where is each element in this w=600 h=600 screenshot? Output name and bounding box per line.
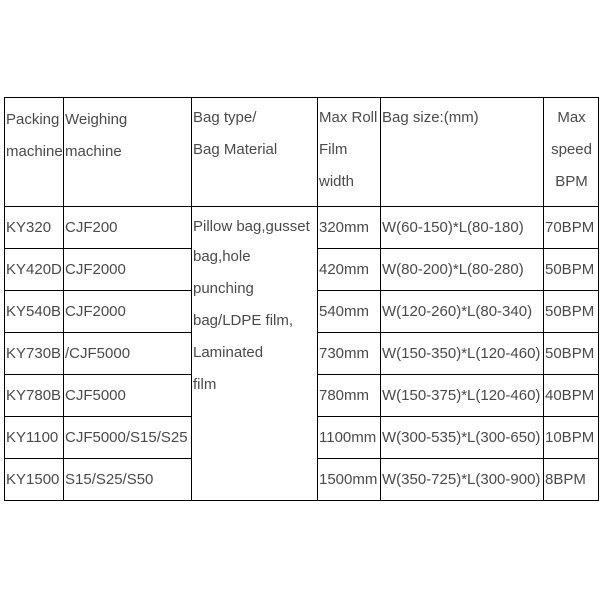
cell-max-speed: 8BPM (544, 459, 599, 501)
header-line: machine (6, 143, 63, 160)
header-max-speed (544, 98, 599, 207)
bag-material-line: punching (193, 280, 254, 297)
cell-weighing-machine: CJF2000 (64, 249, 192, 291)
cell-film-width: 730mm (318, 333, 381, 375)
cell-bag-size: W(60-150)*L(80-180) (381, 207, 544, 249)
cell-max-speed: 40BPM (544, 375, 599, 417)
header-line: Film (319, 141, 348, 158)
header-line: Max Roll (319, 109, 378, 126)
header-line: Bag Material (193, 141, 278, 158)
cell-packing-machine: KY540B (5, 291, 64, 333)
cell-max-speed: 70BPM (544, 207, 599, 249)
cell-film-width: 320mm (318, 207, 381, 249)
header-packing-machine (5, 98, 64, 207)
header-max-roll-film-width (318, 98, 381, 207)
cell-packing-machine: KY420D (5, 249, 64, 291)
cell-packing-machine: KY730B (5, 333, 64, 375)
bag-material-line: bag,hole (193, 248, 251, 265)
cell-packing-machine: KY320 (5, 207, 64, 249)
header-bag-size (381, 98, 544, 207)
packing-machine-spec-table (4, 97, 599, 501)
cell-film-width: 780mm (318, 375, 381, 417)
cell-weighing-machine: /CJF5000 (64, 333, 192, 375)
cell-max-speed: 50BPM (544, 333, 599, 375)
table-row (5, 207, 599, 249)
header-weighing-machine (64, 98, 192, 207)
cell-bag-size: W(150-375)*L(120-460) (381, 375, 544, 417)
header-line: machine (65, 143, 122, 160)
cell-max-speed: 50BPM (544, 249, 599, 291)
cell-max-speed: 50BPM (544, 291, 599, 333)
bag-material-line: film (193, 376, 217, 393)
cell-film-width: 1100mm (318, 417, 381, 459)
header-line: speed (551, 141, 592, 158)
cell-bag-size: W(350-725)*L(300-900) (381, 459, 544, 501)
bag-material-line: bag/LDPE film, (193, 312, 294, 329)
cell-weighing-machine: CJF5000/S15/S25 (64, 417, 192, 459)
cell-weighing-machine: CJF2000 (64, 291, 192, 333)
bag-material-line: Pillow bag,gusset (193, 218, 310, 235)
cell-packing-machine: KY1500 (5, 459, 64, 501)
header-line: Max (557, 109, 586, 126)
header-line: width (319, 173, 355, 190)
table-header-row (5, 98, 599, 207)
header-line: BPM (555, 173, 588, 190)
cell-weighing-machine: CJF200 (64, 207, 192, 249)
cell-packing-machine: KY1100 (5, 417, 64, 459)
cell-weighing-machine: CJF5000 (64, 375, 192, 417)
cell-bag-size: W(150-350)*L(120-460) (381, 333, 544, 375)
bag-material-line: Laminated (193, 344, 264, 361)
cell-bag-material (192, 207, 318, 501)
cell-packing-machine: KY780B (5, 375, 64, 417)
header-bag-type (192, 98, 318, 207)
header-line: Bag size:(mm) (382, 109, 479, 126)
header-line: Weighing (65, 111, 128, 128)
header-line: Bag type/ (193, 109, 257, 126)
cell-max-speed: 10BPM (544, 417, 599, 459)
cell-weighing-machine: S15/S25/S50 (64, 459, 192, 501)
cell-bag-size: W(120-260)*L(80-340) (381, 291, 544, 333)
cell-bag-size: W(300-535)*L(300-650) (381, 417, 544, 459)
header-line: Packing (6, 111, 60, 128)
cell-bag-size: W(80-200)*L(80-280) (381, 249, 544, 291)
cell-film-width: 540mm (318, 291, 381, 333)
cell-film-width: 420mm (318, 249, 381, 291)
cell-film-width: 1500mm (318, 459, 381, 501)
